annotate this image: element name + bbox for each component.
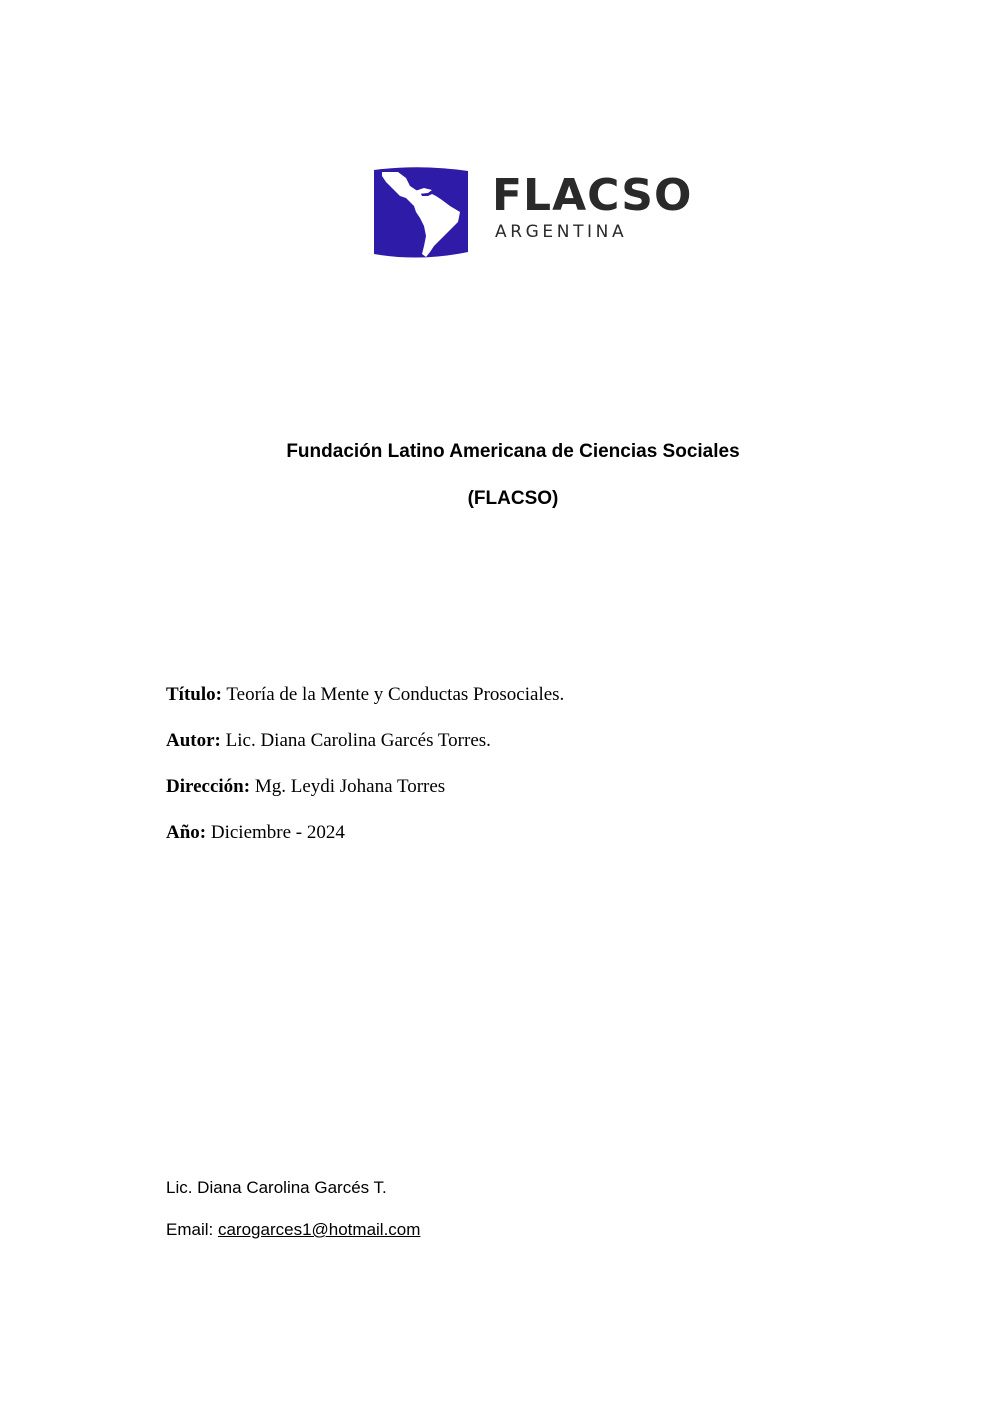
institution-name: Fundación Latino Americana de Ciencias Sociales [286, 441, 740, 462]
email-label: Email: [166, 1220, 214, 1239]
latin-america-map-icon [372, 166, 470, 260]
direction-row [166, 777, 445, 796]
flacso-logo [372, 166, 692, 260]
title-label: Título: [166, 684, 222, 705]
title-value: Teoría de la Mente y Conductas Prosociales. [226, 684, 565, 705]
title-row [166, 685, 564, 704]
direction-label: Dirección: [166, 776, 251, 797]
logo-subtitle: ARGENTINA [495, 222, 628, 242]
year-row [166, 823, 345, 842]
author-row [166, 731, 491, 750]
email-link[interactable]: carogarces1@hotmail.com [217, 1220, 421, 1239]
institution-acronym: (FLACSO) [467, 488, 559, 509]
author-value: Lic. Diana Carolina Garcés Torres. [225, 730, 491, 751]
footer-email-row [166, 1221, 420, 1238]
direction-value: Mg. Leydi Johana Torres [254, 776, 446, 797]
year-label: Año: [166, 822, 207, 843]
author-label: Autor: [166, 730, 221, 751]
logo-title: FLACSO [492, 170, 693, 221]
year-value: Diciembre - 2024 [210, 822, 345, 843]
footer-author-name: Lic. Diana Carolina Garcés T. [166, 1178, 387, 1197]
